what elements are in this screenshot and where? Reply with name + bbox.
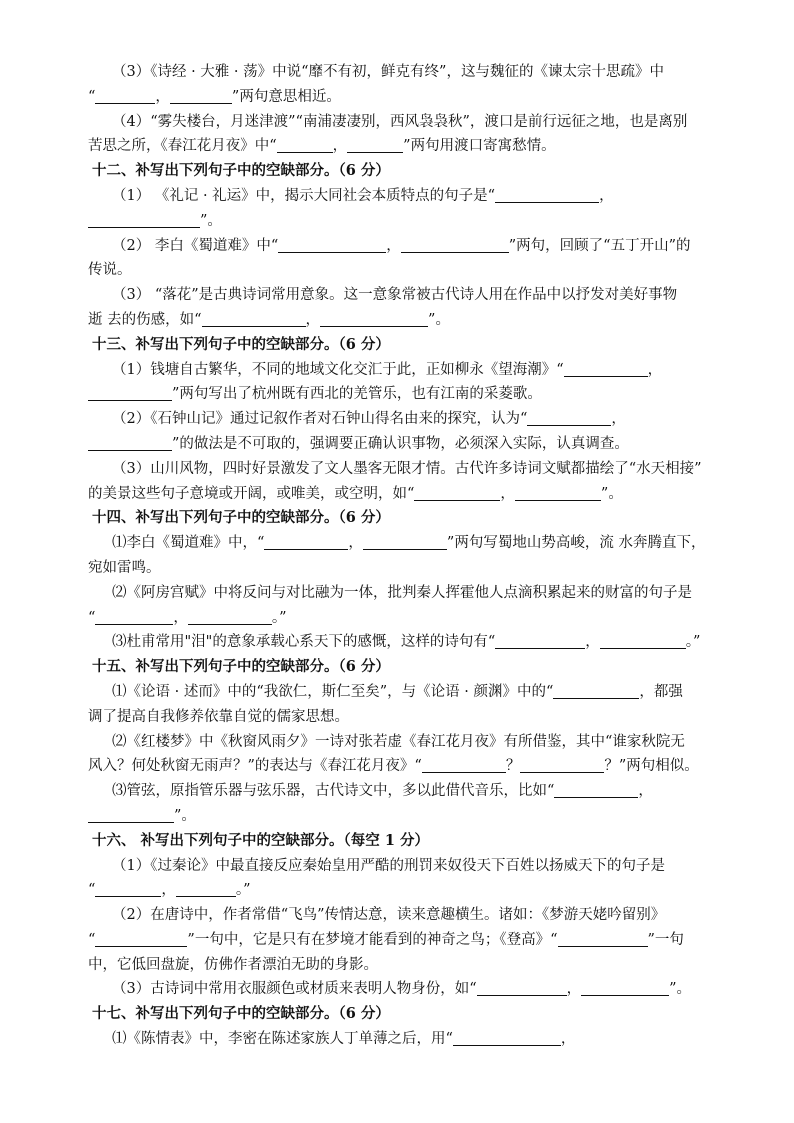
text-line: ⑴《论语 · 述而》中的“我欲仁，斯仁至矣”，与《论语 · 颜渊》中的“ ，都强 xyxy=(112,683,683,700)
answer-blank[interactable] xyxy=(88,434,172,451)
answer-blank[interactable] xyxy=(495,632,585,649)
answer-blank[interactable] xyxy=(88,384,172,401)
text-line: 宛如雷鸣。 xyxy=(88,559,161,576)
answer-blank[interactable] xyxy=(453,1029,561,1046)
answer-blank[interactable] xyxy=(554,781,638,798)
answer-blank[interactable] xyxy=(558,930,648,947)
answer-blank[interactable] xyxy=(88,806,174,823)
text-line: （3） “落花”是古典诗词常用意象。这一意象常被古代诗人用在作品中以抒发对美好事物 xyxy=(112,287,678,304)
answer-blank[interactable] xyxy=(527,409,611,426)
text-line: （2）《石钟山记》通过记叙作者对石钟山得名由来的探究，认为“ ， xyxy=(112,411,626,428)
text-line: （1） 《礼记 · 礼运》中，揭示大同社会本质特点的句子是“ ， xyxy=(112,187,614,204)
text-line: ⑴李白《蜀道难》中，“ ， ”两句写蜀地山势高峻，流 水奔腾直下， xyxy=(112,535,706,552)
answer-blank[interactable] xyxy=(564,360,648,377)
answer-blank[interactable] xyxy=(553,682,639,699)
text-line: 传说。 xyxy=(88,262,132,279)
section-heading: 十四、补写出下列句子中的空缺部分。（6 分） xyxy=(92,509,390,527)
text-line: 逝 去的伤感，如“ ， ”。 xyxy=(88,311,450,328)
answer-blank[interactable] xyxy=(170,87,232,104)
section-heading: 十三、补写出下列句子中的空缺部分。（6 分） xyxy=(92,335,390,353)
answer-blank[interactable] xyxy=(88,211,200,228)
text-line: ”。 xyxy=(88,209,728,234)
answer-blank[interactable] xyxy=(581,979,669,996)
answer-blank[interactable] xyxy=(401,236,509,253)
answer-blank[interactable] xyxy=(278,236,386,253)
text-line: （3）《诗经 · 大雅 · 荡》中说“靡不有初，鲜克有终”，这与魏征的《谏太宗十思疏》中 xyxy=(112,64,664,80)
text-line: 调了提高自我修养依靠自觉的儒家思想。 xyxy=(88,708,349,725)
answer-blank[interactable] xyxy=(95,608,173,625)
answer-blank[interactable] xyxy=(520,756,604,773)
text-line: “ ”一句中，它是只有在梦境才能看到的神奇之鸟；《登高》“ ”一句 xyxy=(88,931,684,948)
answer-blank[interactable] xyxy=(188,608,272,625)
text-line: （1）钱塘自古繁华，不同的地域文化交汇于此，正如柳永《望海潮》“ ， xyxy=(112,361,663,378)
answer-blank[interactable] xyxy=(477,979,567,996)
answer-blank[interactable] xyxy=(347,136,403,153)
text-line: 苦思之所，《春江花月夜》中“ ， ”两句用渡口寄寓愁情。 xyxy=(88,138,556,155)
text-line: （1）《过秦论》中最直接反应秦始皇用严酷的刑罚来奴役天下百姓以扬威天下的句子是 xyxy=(112,857,665,874)
text-line: ⑶杜甫常用"泪"的意象承载心系天下的感慨，这样的诗句有“ ， 。” xyxy=(112,634,701,651)
answer-blank[interactable] xyxy=(495,186,599,203)
answer-blank[interactable] xyxy=(363,533,447,550)
text-line: ”。 xyxy=(88,804,728,829)
answer-blank[interactable] xyxy=(95,87,155,104)
section-heading: 十六、 补写出下列句子中的空缺部分。（每空 1 分） xyxy=(92,831,429,849)
text-line: ”两句写出了杭州既有西北的羌管乐，也有江南的采菱歌。 xyxy=(88,382,728,407)
text-line: ⑴《陈情表》中，李密在陈述家族人丁单薄之后，用“ ， xyxy=(112,1031,576,1048)
answer-blank[interactable] xyxy=(202,310,306,327)
answer-blank[interactable] xyxy=(176,880,236,897)
answer-blank[interactable] xyxy=(95,930,187,947)
text-line: 的美景这些句子意境或开阔，或唯美，或空明，如“ ， ”。 xyxy=(88,485,623,502)
answer-blank[interactable] xyxy=(95,880,161,897)
answer-blank[interactable] xyxy=(515,484,601,501)
text-line: （2） 李白《蜀道难》中“ ， ”两句，回顾了“五丁开山”的 xyxy=(112,237,691,254)
text-line: “ ， ”两句意思相近。 xyxy=(88,88,341,105)
answer-blank[interactable] xyxy=(264,533,348,550)
answer-blank[interactable] xyxy=(277,136,333,153)
text-line: （3）山川风物，四时好景激发了文人墨客无限才情。古代许多诗词文赋都描绘了“水天相接” xyxy=(112,460,702,477)
text-line: （3）古诗词中常用衣服颜色或材质来表明人物身份，如“ ， ”。 xyxy=(112,981,692,998)
text-line: ⑶管弦，原指管乐器与弦乐器，古代诗文中，多以此借代音乐，比如“ ， xyxy=(112,783,653,800)
text-line: 中，它低回盘旋，仿佛作者漂泊无助的身影。 xyxy=(88,956,378,973)
section-heading: 十七、补写出下列句子中的空缺部分。（6 分） xyxy=(92,1005,390,1023)
answer-blank[interactable] xyxy=(414,484,500,501)
section-heading: 十二、补写出下列句子中的空缺部分。（6 分） xyxy=(92,162,390,180)
text-line: “ ， 。” xyxy=(88,609,287,626)
text-line: “ ， 。” xyxy=(88,882,251,899)
text-line: ⑵《红楼梦》中《秋窗风雨夕》一诗对张若虚《春江花月夜》有所借鉴，其中“谁家秋院无 xyxy=(112,733,685,750)
answer-blank[interactable] xyxy=(422,756,506,773)
section-heading: 十五、补写出下列句子中的空缺部分。（6 分） xyxy=(92,658,390,676)
text-line: （2）在唐诗中，作者常借“飞鸟”传情达意，读来意趣横生。诸如：《梦游天姥吟留别》 xyxy=(112,907,666,924)
text-line: ”的做法是不可取的，强调要正确认识事物，必须深入实际，认真调查。 xyxy=(88,432,728,457)
text-line: （4）“雾失楼台，月迷津渡”“南浦凄凄别，西风袅袅秋”，渡口是前行远征之地，也是离别 xyxy=(112,113,688,130)
answer-blank[interactable] xyxy=(320,310,428,327)
answer-blank[interactable] xyxy=(600,632,686,649)
text-line: 风入？何处秋窗无雨声？”的表达与《春江花月夜》“ ？ ？”两句相似。 xyxy=(88,758,699,775)
text-line: ⑵《阿房宫赋》中将反问与对比融为一体，批判秦人挥霍他人点滴积累起来的财富的句子是 xyxy=(112,584,692,601)
